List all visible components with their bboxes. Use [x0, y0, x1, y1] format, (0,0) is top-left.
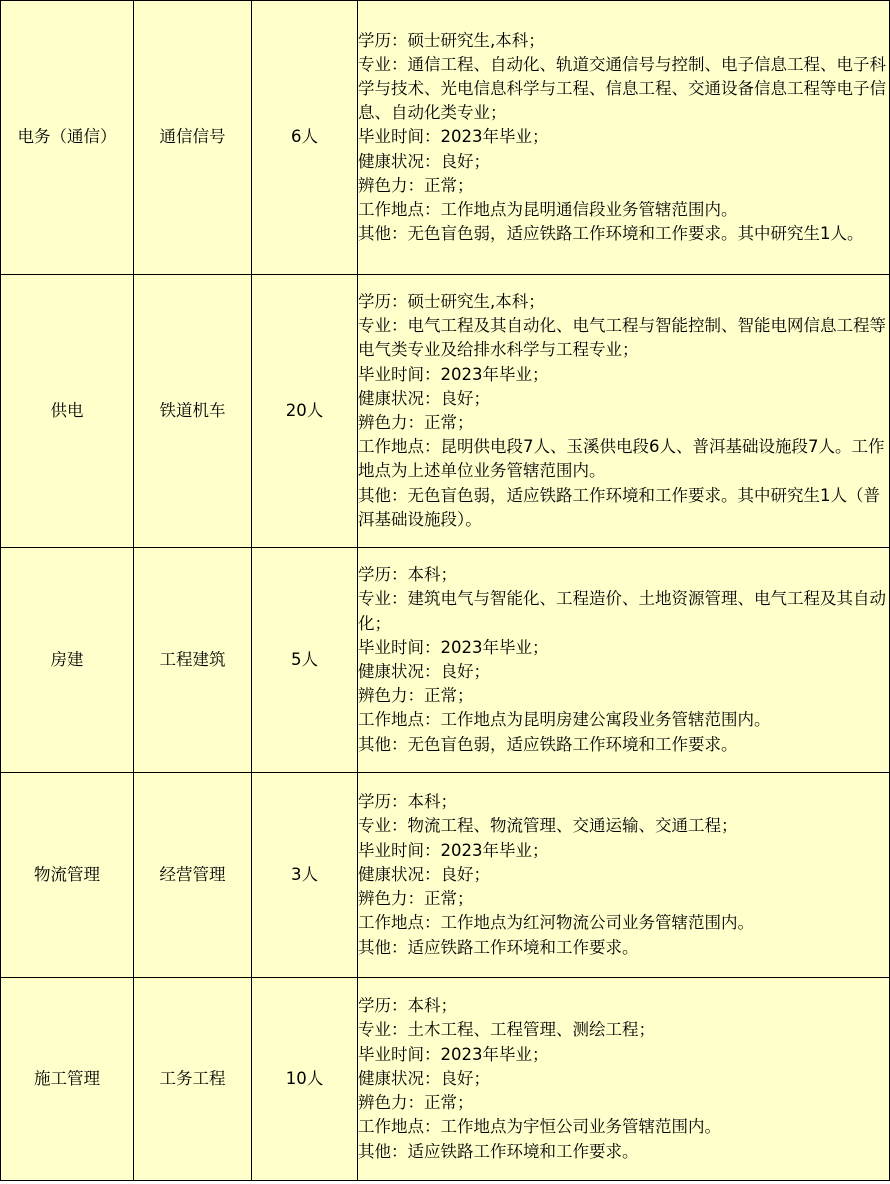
requirement-line: 其他：无色盲色弱，适应铁路工作环境和工作要求。其中研究生1人（普洱基础设施段）。	[358, 485, 880, 529]
table-row	[1, 548, 890, 773]
requirement-line: 专业：电气工程及其自动化、电气工程与智能控制、智能电网信息工程等电气类专业及给排水科学与工程专业；	[358, 316, 886, 360]
requirements-cell	[358, 1, 890, 275]
requirements-cell	[358, 275, 890, 548]
requirement-line: 毕业时间：2023年毕业；	[358, 1044, 549, 1064]
position-cell: 铁道机车	[134, 275, 252, 548]
headcount-cell: 3人	[252, 773, 358, 978]
requirements-cell	[358, 773, 890, 978]
requirement-line: 健康状况：良好；	[358, 388, 490, 408]
department-cell: 电务（通信）	[1, 1, 134, 275]
table-row	[1, 1, 890, 275]
position-cell: 工务工程	[134, 978, 252, 1181]
requirement-line: 工作地点：工作地点为昆明通信段业务管辖范围内。	[358, 200, 738, 219]
requirement-line: 健康状况：良好；	[358, 151, 490, 171]
requirement-line: 毕业时间：2023年毕业；	[358, 364, 549, 384]
requirement-line: 健康状况：良好；	[358, 864, 490, 884]
department-cell: 物流管理	[1, 773, 134, 978]
table-row	[1, 978, 890, 1181]
requirement-line: 其他：适应铁路工作环境和工作要求。	[358, 1141, 639, 1161]
department-cell: 施工管理	[1, 978, 134, 1181]
requirement-line: 辨色力：正常；	[358, 1093, 474, 1113]
requirement-line: 学历：硕士研究生,本科；	[358, 30, 545, 50]
requirement-line: 毕业时间：2023年毕业；	[358, 840, 549, 860]
position-cell: 通信信号	[134, 1, 252, 275]
requirement-line: 学历：本科；	[358, 792, 457, 812]
requirement-line: 其他：适应铁路工作环境和工作要求。	[358, 937, 639, 957]
requirement-line: 学历：硕士研究生,本科；	[358, 291, 545, 311]
requirements-cell	[358, 978, 890, 1181]
requirement-line: 健康状况：良好；	[358, 1068, 490, 1088]
headcount-cell: 6人	[252, 1, 358, 275]
headcount-cell: 20人	[252, 275, 358, 548]
requirement-line: 健康状况：良好；	[358, 662, 490, 681]
requirements-cell	[358, 548, 890, 773]
requirement-line: 工作地点：工作地点为红河物流公司业务管辖范围内。	[358, 913, 754, 933]
position-cell: 工程建筑	[134, 548, 252, 773]
requirement-line: 学历：本科；	[358, 565, 457, 585]
requirement-line: 工作地点：工作地点为宇恒公司业务管辖范围内。	[358, 1117, 721, 1137]
requirement-line: 工作地点：昆明供电段7人、玉溪供电段6人、普洱基础设施段7人。工作地点为上述单位业务管辖范围内。	[358, 437, 885, 481]
requirement-line: 其他：无色盲色弱，适应铁路工作环境和工作要求。	[358, 734, 738, 754]
requirement-line: 专业：土木工程、工程管理、测绘工程；	[358, 1020, 655, 1040]
position-cell: 经营管理	[134, 773, 252, 978]
department-cell: 房建	[1, 548, 134, 773]
headcount-cell: 5人	[252, 548, 358, 773]
requirement-line: 辨色力：正常；	[358, 889, 474, 909]
requirement-line: 专业：通信工程、自动化、轨道交通信号与控制、电子信息工程、电子科学与技术、光电信息科学与工程、信息工程、交通设备信息工程等电子信息、自动化类专业；	[358, 54, 886, 123]
requirement-line: 工作地点：工作地点为昆明房建公寓段业务管辖范围内。	[358, 710, 771, 730]
requirement-line: 辨色力：正常；	[358, 175, 474, 195]
requirement-line: 其他：无色盲色弱，适应铁路工作环境和工作要求。其中研究生1人。	[358, 224, 864, 244]
requirement-line: 辨色力：正常；	[358, 413, 474, 432]
table-row	[1, 773, 890, 978]
table-row	[1, 275, 890, 548]
requirement-line: 毕业时间：2023年毕业；	[358, 127, 549, 147]
requirement-line: 专业：建筑电气与智能化、工程造价、土地资源管理、电气工程及其自动化；	[358, 589, 886, 633]
requirement-line: 毕业时间：2023年毕业；	[358, 637, 549, 657]
department-cell: 供电	[1, 275, 134, 548]
requirement-line: 专业：物流工程、物流管理、交通运输、交通工程；	[358, 816, 738, 836]
headcount-cell: 10人	[252, 978, 358, 1181]
requirement-line: 学历：本科；	[358, 996, 457, 1016]
requirement-line: 辨色力：正常；	[358, 686, 474, 706]
